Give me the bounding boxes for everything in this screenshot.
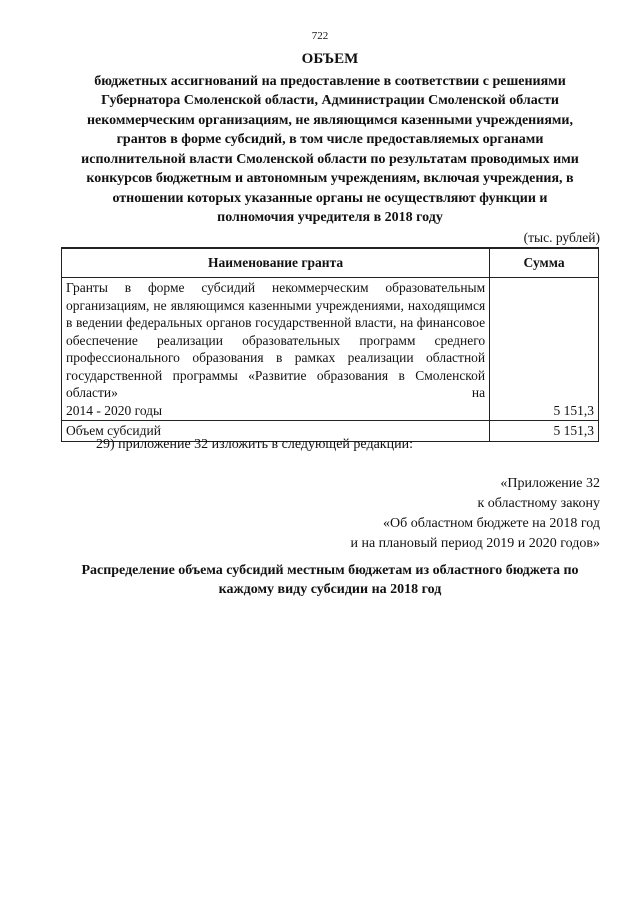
- subtitle-line: конкурсов бюджетным и автономным учреждениям, включая учреждения, в: [86, 171, 574, 186]
- appendix-line: «Об областном бюджете на 2018 год: [383, 516, 600, 531]
- appendix-header: [350, 474, 600, 554]
- distribution-title-line: каждому виду субсидии на 2018 год: [218, 582, 442, 597]
- subtitle-line: отношении которых указанные органы не осуществляют функции и: [112, 190, 548, 206]
- subtitle-line: некоммерческим организациям, не являющимся казенными учреждениями,: [86, 112, 573, 128]
- table-header-row: [62, 248, 599, 278]
- grant-description: Гранты в форме субсидий некоммерческим образовательным организациям, не являющимся казенными учреждениями, находящимся в ведении федеральных органов государственной власти, на финансовое обеспечение реализации образовательных программ среднего профессионального образования в рамках реализации областной государственной программы «Развитие образования в Смоленской области» на: [66, 280, 486, 400]
- distribution-title-line: Распределение объема субсидий местным бюджетам из областного бюджета по: [81, 563, 579, 578]
- amendment-instruction: 29) приложение 32 изложить в следующей редакции:: [96, 437, 413, 452]
- header-sum: Сумма: [490, 248, 599, 278]
- document-title-block: [62, 50, 598, 228]
- total-label-cell: Объем субсидий: [62, 421, 490, 442]
- header-grant-name: Наименование гранта: [62, 248, 490, 278]
- subtitle-line: Губернатора Смоленской области, Администрации Смоленской области: [101, 93, 559, 108]
- appendix-line: и на плановый период 2019 и 2020 годов»: [350, 536, 600, 551]
- grant-sum-cell: 5 151,3: [490, 278, 599, 421]
- distribution-title: [52, 561, 608, 599]
- subtitle-line: бюджетных ассигнований на предоставление в соответствии с решениями: [94, 73, 566, 89]
- units-label: (тыс. рублей): [523, 230, 600, 245]
- grants-table: [61, 247, 599, 442]
- subtitle-line: исполнительной власти Смоленской области по результатам проводимых ими: [81, 151, 579, 167]
- grant-description-end: 2014 - 2020 годы: [66, 402, 163, 418]
- table-row: [62, 278, 599, 421]
- appendix-line: «Приложение 32: [500, 476, 600, 491]
- grant-name-cell: [62, 278, 490, 421]
- page-number: 722: [311, 30, 329, 42]
- appendix-line: к областному закону: [477, 496, 600, 511]
- subtitle-line: полномочия учредителя в 2018 году: [217, 210, 443, 225]
- document-title: ОБЪЕМ: [301, 51, 359, 67]
- subtitle-line: грантов в форме субсидий, в том числе предоставляемых органами: [116, 132, 544, 147]
- total-sum-cell: 5 151,3: [490, 421, 599, 442]
